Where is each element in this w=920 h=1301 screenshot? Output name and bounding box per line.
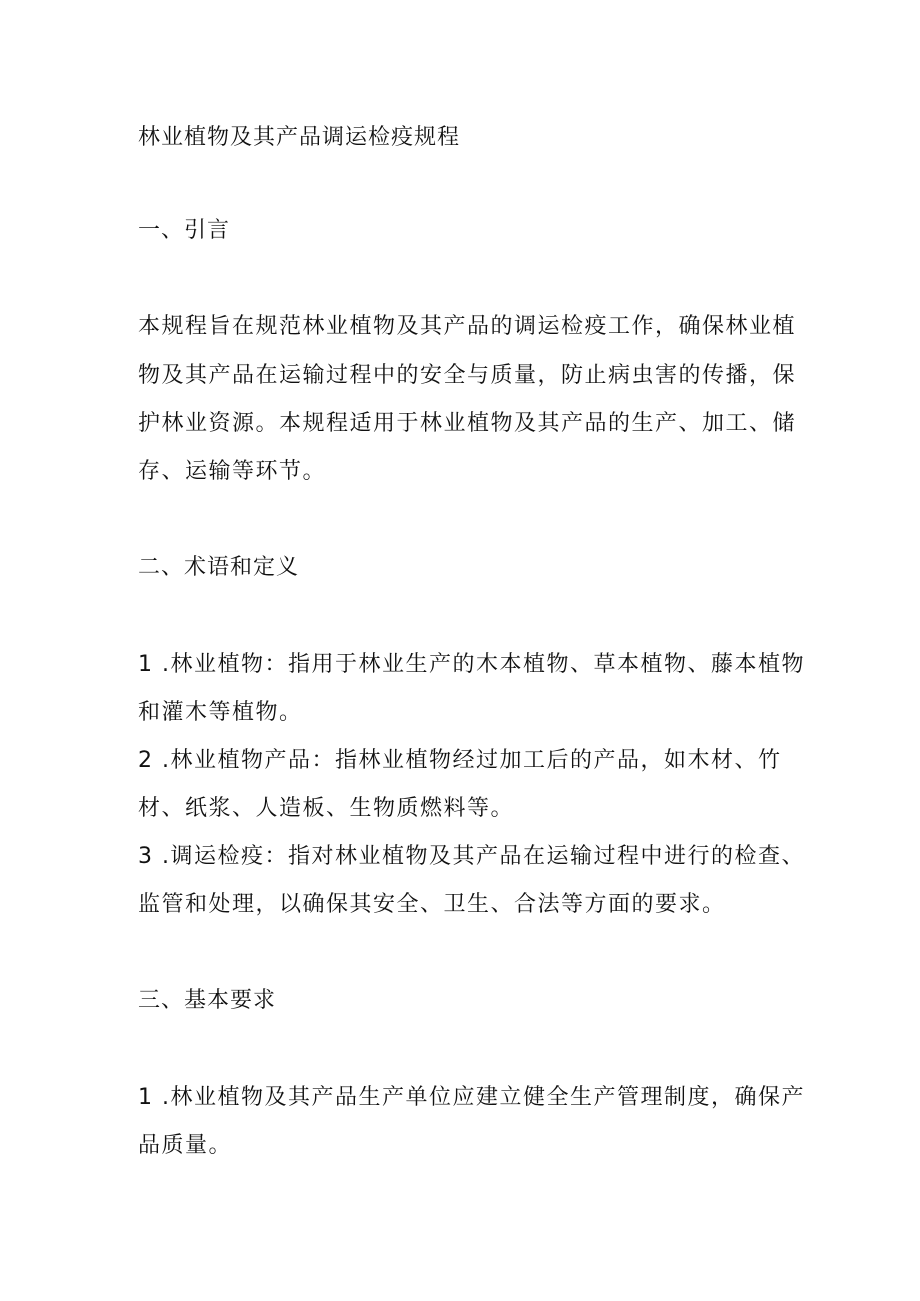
section-heading-terms: 二、术语和定义 — [138, 555, 300, 580]
list-item-line: 和灌木等植物。 — [138, 700, 303, 725]
list-item-line: 监管和处理，以确保其安全、卫生、合法等方面的要求。 — [138, 892, 726, 917]
paragraph-line: 护林业资源。本规程适用于林业植物及其产品的生产、加工、储 — [138, 411, 797, 436]
list-item-line: 材、纸浆、人造板、生物质燃料等。 — [138, 796, 515, 821]
list-item-line: 品质量。 — [138, 1133, 233, 1158]
list-item-line: 1 .林业植物：指用于林业生产的木本植物、草本植物、藤本植物 — [138, 652, 805, 677]
paragraph-line: 本规程旨在规范林业植物及其产品的调运检疫工作，确保林业植 — [138, 314, 797, 339]
section-heading-basic-requirements: 三、基本要求 — [138, 988, 277, 1013]
section-heading-introduction: 一、引言 — [138, 218, 231, 243]
paragraph-line: 存、运输等环节。 — [138, 459, 327, 484]
paragraph-line: 物及其产品在运输过程中的安全与质量，防止病虫害的传播，保 — [138, 363, 797, 388]
list-item-line: 2 .林业植物产品：指林业植物经过加工后的产品，如木材、竹 — [138, 748, 782, 773]
document-title: 林业植物及其产品调运检疫规程 — [138, 125, 461, 150]
list-item-line: 1 .林业植物及其产品生产单位应建立健全生产管理制度，确保产 — [138, 1085, 805, 1110]
list-item-line: 3 .调运检疫：指对林业植物及其产品在运输过程中进行的检查、 — [138, 844, 805, 869]
